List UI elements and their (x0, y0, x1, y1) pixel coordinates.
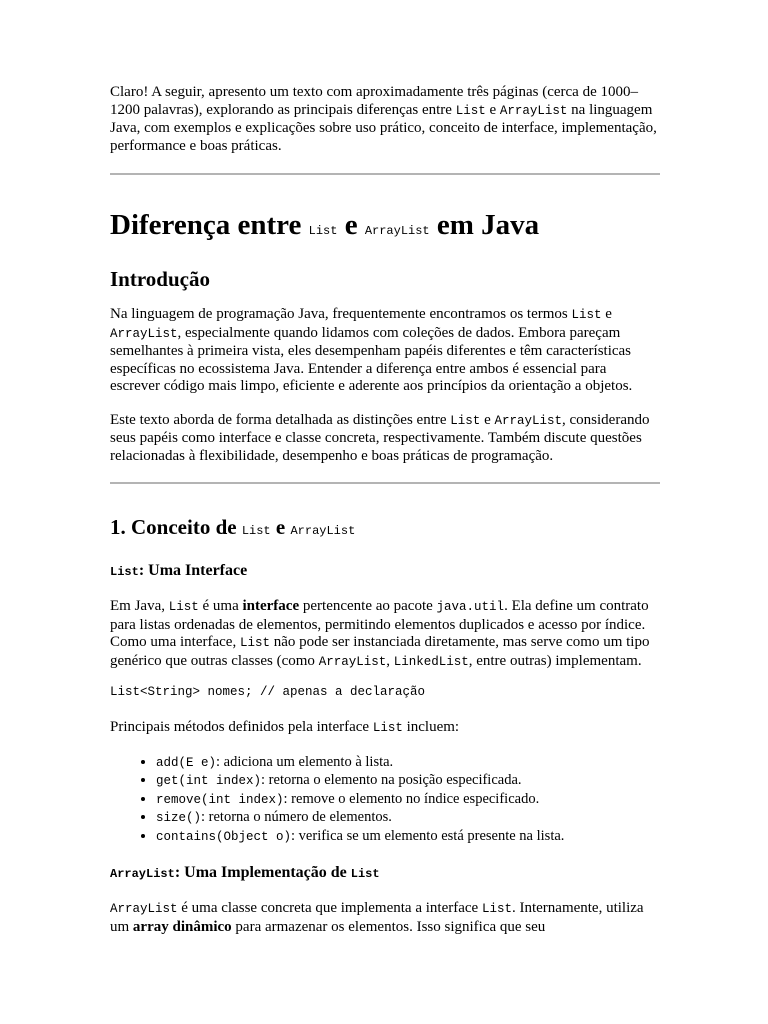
list-item (156, 809, 660, 828)
bold-text: interface (242, 598, 300, 614)
heading-text: e (270, 515, 291, 539)
inline-code: LinkedList (393, 654, 469, 669)
text-span: não pode ser instanciada diretamente, mas serve como um tipo genérico que outras classes (como (110, 634, 650, 669)
inline-code: List (372, 721, 403, 735)
inline-code: ArrayList (318, 654, 387, 669)
heading-code: List (350, 867, 380, 881)
section1-paragraph-2 (110, 719, 660, 738)
text-span: , (386, 652, 394, 669)
heading-text: : Uma Interface (138, 562, 248, 579)
text-span: e (480, 411, 495, 428)
subheading-arraylist-implementation (110, 863, 660, 884)
text-span: Claro! A seguir, apresento um texto com aproximadamente três páginas (cerca de 1000–1200 palavras), explorando as principais diferenças entre (110, 84, 638, 118)
text-span: . Internamente, utiliza um (110, 900, 644, 935)
inline-code: get(int index) (156, 774, 262, 788)
text-span: . Ela define um contrato para listas ordenadas de elementos, permitindo elementos duplicados e acesso por índice. Como uma interface, (110, 598, 649, 650)
title-text: em Java (429, 209, 540, 241)
text-span: para armazenar os elementos. Isso significa que seu (231, 918, 546, 935)
text-span: Em Java, (110, 598, 169, 614)
page-title (110, 208, 660, 248)
heading-text: : Uma Implementação de (174, 864, 351, 881)
inline-code: List (571, 308, 602, 322)
inline-code: ArrayList (499, 103, 568, 118)
inline-code: ArrayList (110, 326, 178, 341)
introducao-paragraph-1 (110, 306, 660, 396)
title-code: List (308, 224, 338, 238)
section1-paragraph-1 (110, 598, 660, 671)
heading-introducao: Introdução (110, 267, 210, 291)
title-text: e (337, 209, 365, 241)
heading-code: ArrayList (290, 524, 356, 538)
title-text: Diferença entre (110, 209, 309, 241)
text-span: : retorna o número de elementos. (201, 809, 392, 825)
text-span: Este texto aborda de forma detalhada as distinções entre (110, 411, 451, 428)
text-span: é uma classe concreta que implementa a interface (177, 900, 482, 916)
inline-code: List (481, 902, 512, 916)
inline-code: size() (156, 811, 202, 825)
text-span: : retorna o elemento na posição especificada. (261, 772, 522, 788)
text-span: incluem: (402, 719, 460, 735)
text-span: na linguagem Java, com exemplos e explicações sobre uso prático, conceito de interface, implementação, performance e boas práticas. (110, 101, 657, 154)
text-span: Principais métodos definidos pela interface (110, 719, 373, 735)
text-span: : adiciona um elemento à lista. (216, 753, 394, 770)
inline-code: contains(Object o) (156, 829, 292, 844)
inline-code: List (450, 413, 481, 428)
inline-code: ArrayList (110, 902, 178, 916)
code-block: List<String> nomes; // apenas a declaração (110, 685, 426, 699)
inline-code: List (239, 636, 270, 650)
text-span: , especialmente quando lidamos com coleções de dados. Embora pareçam semelhantes à primeira vista, eles desempenham papéis diferentes e têm características específicas no ecossistema Java. Entender a diferença entre ambos é essencial para escrever código mais limpo, eficiente e aderente aos princípios da orientação a objetos. (110, 324, 633, 394)
introducao-paragraph-2 (110, 412, 660, 466)
text-span: : verifica se um elemento está presente na lista. (291, 827, 565, 844)
subheading-list-interface (110, 561, 660, 582)
section1-paragraph-3 (110, 900, 660, 936)
list-item (156, 791, 660, 810)
intro-paragraph (110, 84, 660, 155)
divider (110, 173, 660, 175)
document-content (110, 84, 660, 936)
heading-text: 1. Conceito de (110, 515, 242, 539)
text-span: Na linguagem de programação Java, frequentemente encontramos os termos (110, 306, 572, 322)
heading-code: ArrayList (110, 867, 175, 881)
inline-code: ArrayList (494, 413, 562, 428)
inline-code: List (455, 103, 486, 118)
title-code: ArrayList (364, 224, 430, 238)
text-span: , considerando seus papéis como interface e classe concreta, respectivamente. Também discute questões relacionadas à flexibilidade, desempenho e boas práticas de programação. (110, 411, 650, 464)
text-span: , entre outras) implementam. (468, 652, 642, 669)
heading-code: List (110, 565, 139, 579)
text-span: e (601, 306, 612, 322)
inline-code: add(E e) (156, 755, 217, 770)
inline-code: remove(int index) (156, 792, 284, 807)
methods-list (110, 754, 660, 847)
list-item (156, 828, 660, 847)
heading-section-1 (110, 514, 660, 544)
text-span: e (485, 101, 500, 118)
list-item (156, 754, 660, 773)
divider (110, 482, 660, 484)
inline-code: java.util (436, 600, 505, 614)
inline-code: List (168, 600, 199, 614)
list-item (156, 772, 660, 791)
text-span: pertencente ao pacote (299, 598, 437, 614)
text-span: : remove o elemento no índice especificado. (283, 790, 540, 807)
heading-code: List (241, 524, 271, 538)
bold-text: array dinâmico (132, 918, 232, 935)
text-span: é uma (198, 598, 243, 614)
